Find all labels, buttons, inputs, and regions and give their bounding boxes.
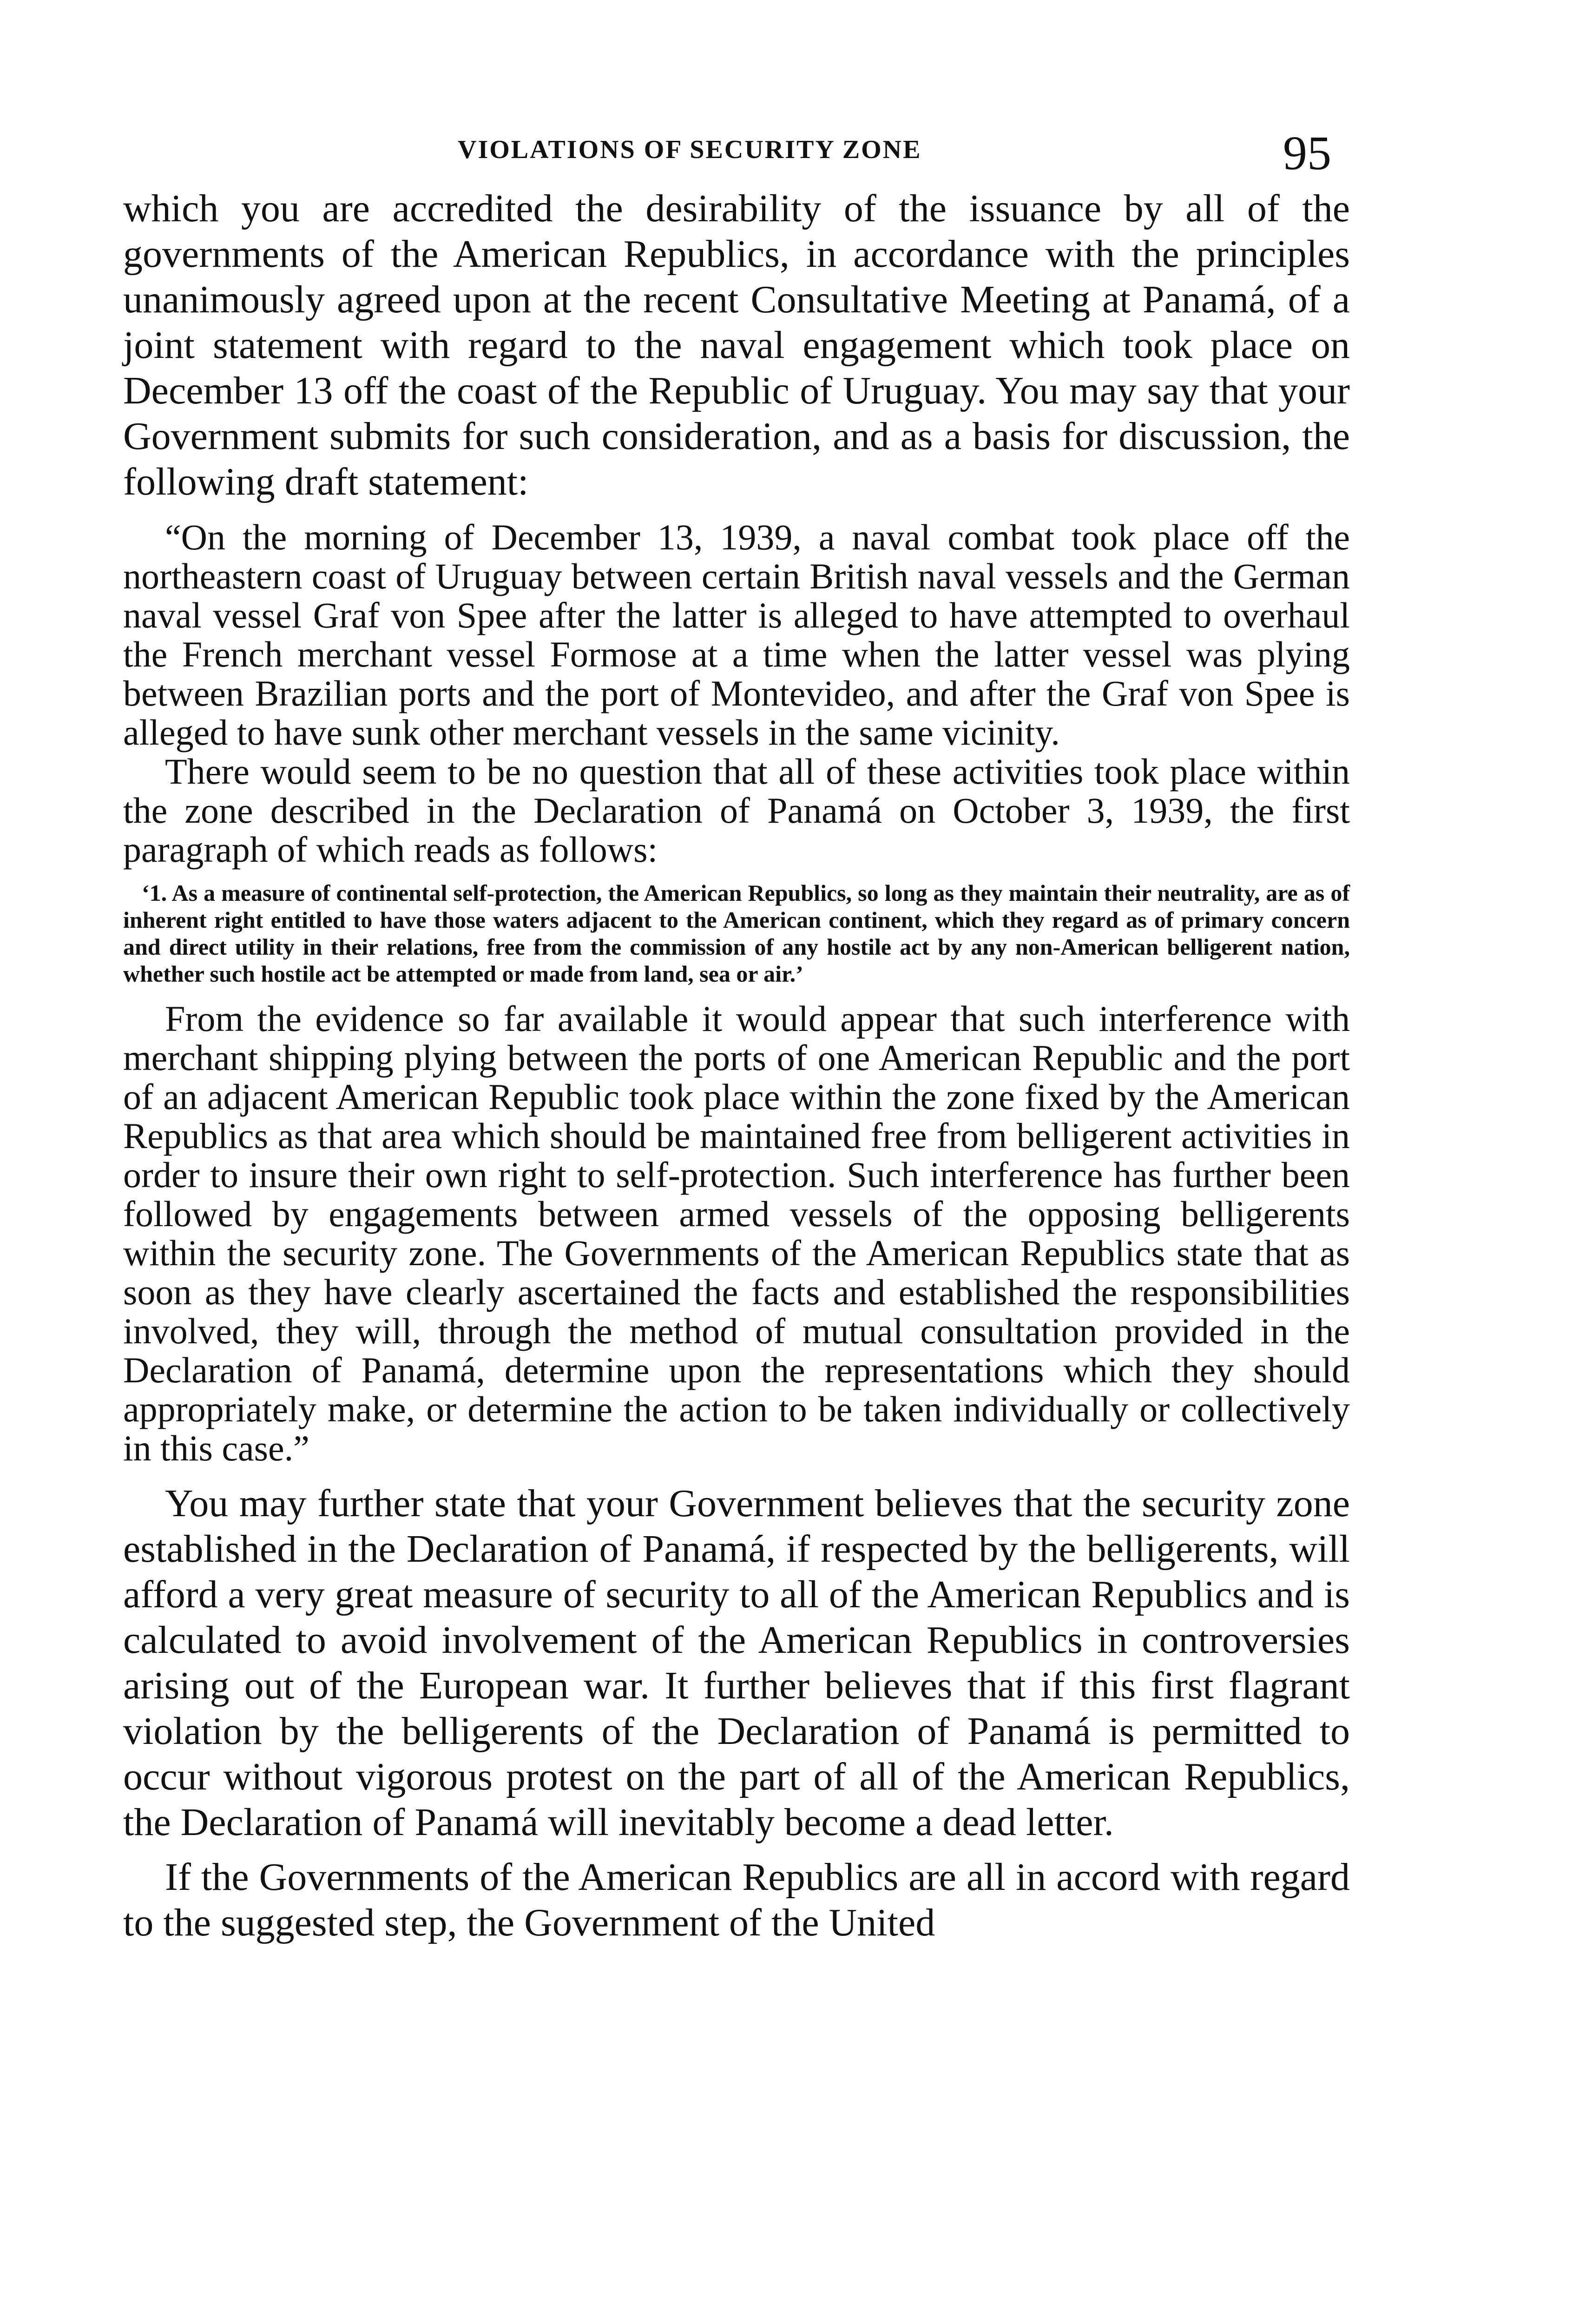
body-paragraph-1: which you are accredited the desirability of the issuance by all of the governments of the American Republics, in accordance with the principles unanimously agreed upon at the recent Consultative Meeting at Panamá, of a joint statement with regard to the naval engagement which took place on December 13 off the coast of the Republic of Uruguay. You may say that your Government submits for such consideration, and as a basis for discussion, the following draft statement: <box>123 187 1350 503</box>
body-paragraph-2: You may further state that your Government believes that the security zone established in the Declaration of Panamá, if respected by the belligerents, will afford a very great measure of security to all of the American Republics and is calculated to avoid involvement of the American Republics in controversies arising out of the European war. It further believes that if this first flagrant violation by the belligerents of the Declaration of Panamá is permitted to occur without vigorous protest on the part of all of the American Republics, the Declaration of Panamá will inevitably become a dead letter. <box>123 1482 1350 1844</box>
draft-statement-paragraph-1: “On the morning of December 13, 1939, a naval combat took place off the northeastern coast of Uruguay between certain British naval vessels and the German naval vessel Graf von Spee after the latter is alleged to have attempted to overhaul the French merchant vessel Formose at a time when the latter vessel was plying between Brazilian ports and the port of Montevideo, and after the Graf von Spee is alleged to have sunk other merchant vessels in the same vicinity. <box>123 517 1350 753</box>
page-number: 95 <box>1283 126 1331 180</box>
quoted-declaration: ‘1. As a measure of continental self-protection, the American Republics, so long as they maintain their neutrality, are as of inherent right entitled to have those waters adjacent to the American continent, which they regard as of primary concern and direct utility in their relations, free from the commission of any hostile act by any non-American belligerent nation, whether such hostile act be attempted or made from land, sea or air.’ <box>123 880 1350 987</box>
body-paragraph-3: If the Governments of the American Republics are all in accord with regard to the suggested step, the Government of the United <box>123 1855 1350 1944</box>
draft-statement-paragraph-3: From the evidence so far available it would appear that such interference with merchant shipping plying between the ports of one American Republic and the port of an adjacent American Republic took place within the zone fixed by the American Republics as that area which should be maintained free from belligerent activities in order to insure their own right to self-protection. Such interference has further been followed by engagements between armed vessels of the opposing belligerents within the security zone. The Governments of the American Republics state that as soon as they have clearly ascertained the facts and established the responsibilities involved, they will, through the method of mutual consultation provided in the Declaration of Panamá, determine upon the representations which they should appropriately make, or determine the action to be taken individually or collectively in this case.” <box>123 998 1350 1468</box>
draft-statement-paragraph-2: There would seem to be no question that all of these activities took place within the zone described in the Declaration of Panamá on October 3, 1939, the first paragraph of which reads as follows: <box>123 751 1350 870</box>
running-header <box>123 125 1350 186</box>
document-page <box>123 125 1350 1946</box>
running-title: VIOLATIONS OF SECURITY ZONE <box>458 135 922 164</box>
